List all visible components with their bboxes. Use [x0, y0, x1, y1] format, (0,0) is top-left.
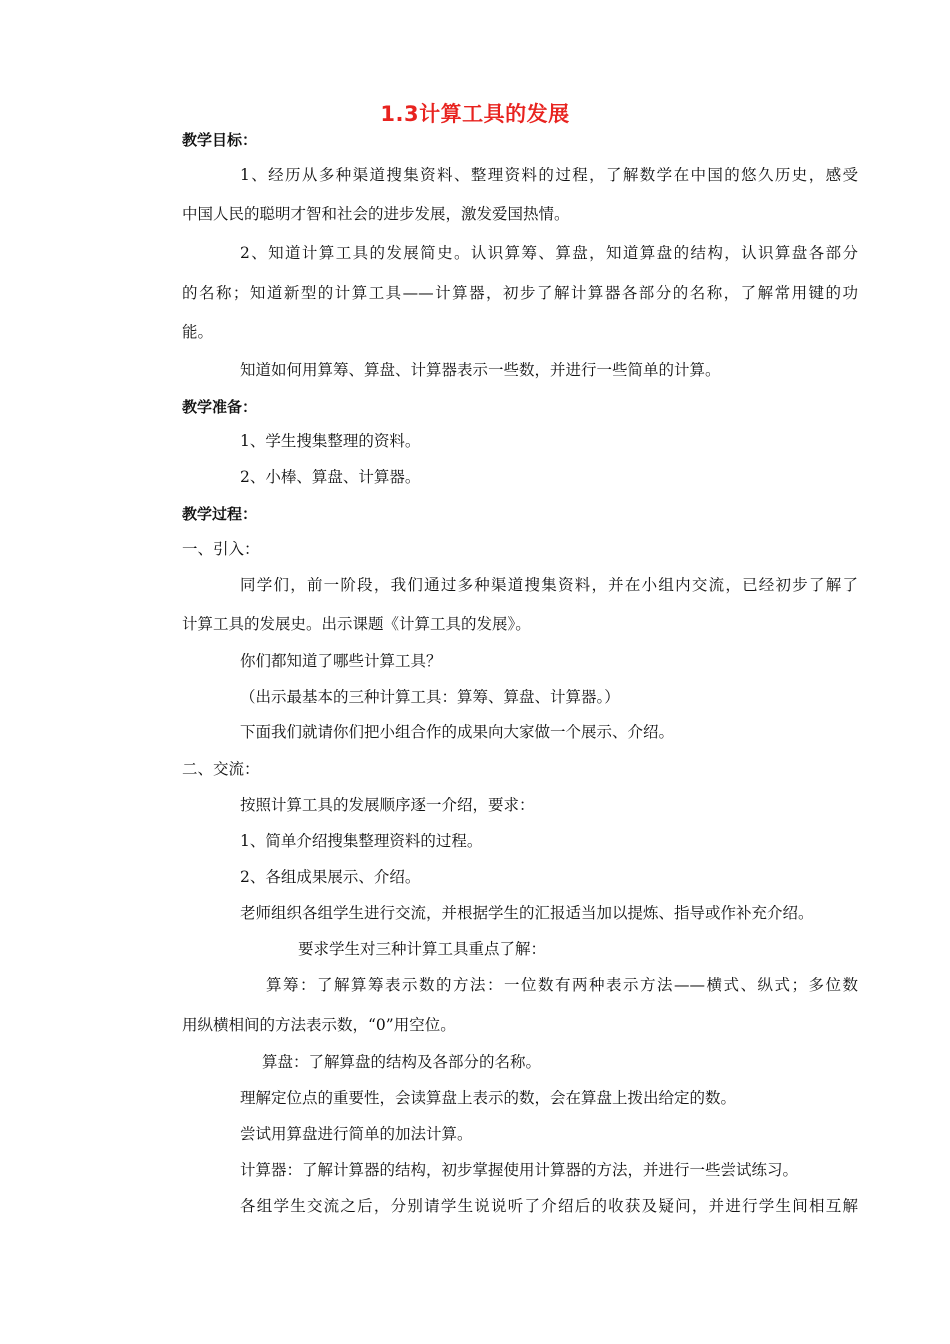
ex-p1: 按照计算工具的发展顺序逐一介绍，要求：: [240, 796, 535, 814]
ex-p3: 2、各组成果展示、介绍。: [240, 868, 421, 886]
intro-p2: 你们都知道了哪些计算工具？: [240, 652, 442, 670]
prep2: 2、小棒、算盘、计算器。: [240, 468, 421, 486]
intro-p3: （出示最基本的三种计算工具：算筹、算盘、计算器。）: [240, 688, 620, 706]
exchange-heading: 二、交流：: [182, 760, 260, 778]
ex-p9: 尝试用算盘进行简单的加法计算。: [240, 1125, 473, 1143]
ex-p11-line1: 各组学生交流之后，分别请学生说说听了介绍后的收获及疑问，并进行学生间相互解: [240, 1197, 858, 1215]
goal3: 知道如何用算筹、算盘、计算器表示一些数，并进行一些简单的计算。: [240, 361, 721, 379]
ex-p4: 老师组织各组学生进行交流，并根据学生的汇报适当加以提炼、指导或作补充介绍。: [240, 904, 814, 922]
goal2-line3: 能。: [182, 323, 214, 341]
page-title: 1.3计算工具的发展: [380, 102, 570, 126]
prep1: 1、学生搜集整理的资料。: [240, 432, 421, 450]
ex-p5: 要求学生对三种计算工具重点了解：: [298, 940, 547, 958]
goal1-line2: 中国人民的聪明才智和社会的进步发展，激发爱国热情。: [182, 205, 570, 223]
prep-heading: 教学准备：: [182, 398, 258, 416]
ex-p8: 理解定位点的重要性，会读算盘上表示的数，会在算盘上拨出给定的数。: [240, 1089, 737, 1107]
ex-p6-line1: 算筹：了解算筹表示数的方法：一位数有两种表示方法——横式、纵式；多位数: [266, 976, 858, 994]
goal2-line1: 2、知道计算工具的发展简史。认识算筹、算盘，知道算盘的结构，认识算盘各部分: [240, 244, 858, 262]
goal2-line2: 的名称；知道新型的计算工具——计算器，初步了解计算器各部分的名称，了解常用键的功: [182, 284, 858, 302]
goals-heading: 教学目标：: [182, 131, 258, 149]
intro-p1-line2: 计算工具的发展史。出示课题《计算工具的发展》。: [182, 615, 531, 633]
ex-p7: 算盘：了解算盘的结构及各部分的名称。: [262, 1053, 542, 1071]
intro-p4: 下面我们就请你们把小组合作的成果向大家做一个展示、介绍。: [240, 723, 675, 741]
intro-p1-line1: 同学们，前一阶段，我们通过多种渠道搜集资料，并在小组内交流，已经初步了解了: [240, 576, 858, 594]
goal1-line1: 1、经历从多种渠道搜集资料、整理资料的过程，了解数学在中国的悠久历史，感受: [240, 166, 858, 184]
ex-p6-line2: 用纵横相间的方法表示数，“0”用空位。: [182, 1016, 456, 1034]
intro-heading: 一、引入：: [182, 540, 260, 558]
process-heading: 教学过程：: [182, 505, 258, 523]
ex-p2: 1、简单介绍搜集整理资料的过程。: [240, 832, 483, 850]
ex-p10: 计算器：了解计算器的结构，初步掌握使用计算器的方法，并进行一些尝试练习。: [240, 1161, 799, 1179]
